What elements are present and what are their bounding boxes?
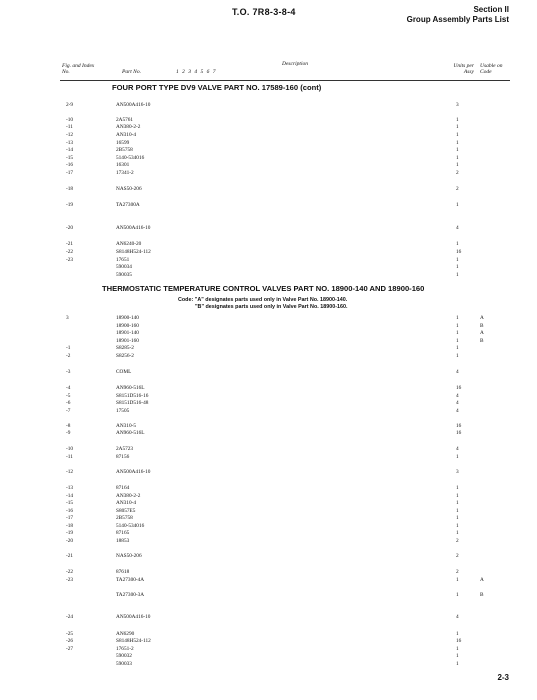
table-row bbox=[0, 607, 537, 614]
part-number: 18900-160 bbox=[116, 322, 139, 329]
units-per-assy: 2 bbox=[456, 186, 459, 193]
units-per-assy: 1 bbox=[456, 132, 459, 138]
table-row bbox=[0, 194, 537, 201]
fig-index: -11 bbox=[66, 124, 73, 131]
fig-index: -14 bbox=[66, 147, 74, 154]
part-number: 17505 bbox=[116, 407, 130, 414]
fig-index: -13 bbox=[66, 139, 74, 146]
units-per-assy: 1 bbox=[456, 591, 459, 598]
units-per-assy: 1 bbox=[456, 322, 459, 329]
table-row bbox=[0, 102, 537, 109]
part-number: S8148H524-112 bbox=[116, 249, 151, 255]
units-per-assy: 1 bbox=[456, 315, 459, 321]
column-header bbox=[60, 58, 510, 81]
part-number: S8057E5 bbox=[116, 507, 136, 514]
fig-index: -1 bbox=[66, 345, 71, 352]
units-per-assy: 1 bbox=[456, 530, 459, 537]
table-row bbox=[0, 653, 537, 660]
part-number: COML bbox=[116, 368, 132, 375]
units-per-assy: 1 bbox=[456, 271, 459, 278]
fig-index: -21 bbox=[66, 553, 74, 560]
table-row bbox=[0, 646, 537, 653]
fig-index: -23 bbox=[66, 576, 74, 583]
part-number: 590032 bbox=[116, 653, 132, 660]
table-row bbox=[0, 147, 537, 154]
units-per-assy: 1 bbox=[456, 653, 459, 660]
units-per-assy: 3 bbox=[456, 101, 459, 108]
table-row bbox=[0, 508, 537, 515]
part-number: S8151D516-48 bbox=[116, 400, 149, 407]
table-row bbox=[0, 599, 537, 606]
fig-index: -4 bbox=[66, 384, 71, 391]
table-row bbox=[0, 569, 537, 576]
section-label: Section II bbox=[473, 5, 509, 14]
units-per-assy: 1 bbox=[456, 492, 459, 499]
units-per-assy: 4 bbox=[456, 400, 459, 407]
fig-index: -10 bbox=[66, 446, 74, 453]
table-row bbox=[0, 132, 537, 139]
fig-index: -15 bbox=[66, 154, 74, 161]
col-units: Units per Assy bbox=[453, 63, 474, 75]
fig-index: -23 bbox=[66, 256, 74, 263]
fig-index: -21 bbox=[66, 241, 74, 248]
table-row bbox=[0, 376, 537, 383]
table-row bbox=[0, 430, 537, 437]
fig-index: -18 bbox=[66, 186, 74, 193]
units-per-assy: 1 bbox=[456, 264, 459, 271]
table-row bbox=[0, 538, 537, 545]
part-number: AN500A416-10 bbox=[116, 225, 151, 232]
table-row bbox=[0, 124, 537, 131]
units-per-assy: 4 bbox=[456, 407, 459, 414]
part-number: 18901-140 bbox=[116, 330, 139, 337]
section2-title: THERMOSTATIC TEMPERATURE CONTROL VALVES PART NO. 18900-140 AND 18900-160 bbox=[102, 284, 425, 293]
part-number: AN960-516L bbox=[116, 430, 145, 437]
units-per-assy: 1 bbox=[456, 453, 459, 460]
part-number: 590034 bbox=[116, 264, 132, 271]
part-number: AN6290 bbox=[116, 630, 135, 637]
units-per-assy: 1 bbox=[456, 630, 459, 637]
units-per-assy: 1 bbox=[456, 337, 459, 344]
units-per-assy: 1 bbox=[456, 202, 459, 209]
table-row bbox=[0, 178, 537, 185]
table-row bbox=[0, 553, 537, 560]
table-row bbox=[0, 225, 537, 232]
table-row bbox=[0, 438, 537, 445]
table-row bbox=[0, 140, 537, 147]
part-number: AN500A416-10 bbox=[116, 101, 151, 108]
table-row bbox=[0, 338, 537, 345]
usable-code: B bbox=[480, 591, 484, 598]
fig-index: -20 bbox=[66, 537, 74, 544]
table-row bbox=[0, 423, 537, 430]
part-number: 87618 bbox=[116, 569, 130, 576]
part-number: AN380-2-2 bbox=[116, 492, 141, 499]
table-row bbox=[0, 500, 537, 507]
fig-index: -17 bbox=[66, 515, 74, 522]
table-row bbox=[0, 218, 537, 225]
table-row bbox=[0, 446, 537, 453]
table-row bbox=[0, 400, 537, 407]
part-number: 590033 bbox=[116, 660, 132, 667]
table-row bbox=[0, 461, 537, 468]
usable-code: B bbox=[480, 337, 484, 344]
col-part: Part No. bbox=[122, 69, 141, 75]
units-per-assy: 16 bbox=[456, 638, 462, 645]
units-per-assy: 2 bbox=[456, 537, 459, 544]
units-per-assy: 1 bbox=[456, 645, 459, 652]
units-per-assy: 4 bbox=[456, 614, 459, 621]
table-row bbox=[0, 272, 537, 279]
fig-index: -3 bbox=[66, 368, 71, 375]
units-per-assy: 1 bbox=[456, 256, 459, 263]
to-number: T.O. 7R8-3-8-4 bbox=[232, 7, 296, 17]
table-row bbox=[0, 315, 537, 322]
code-note-a: Code: "A" designates parts used only in Valve Part No. 18900-140. bbox=[178, 297, 348, 303]
table-row bbox=[0, 561, 537, 568]
part-number: S8285-2 bbox=[116, 345, 134, 352]
fig-index: -25 bbox=[66, 630, 74, 637]
part-number: 17341-2 bbox=[116, 170, 134, 176]
table-row bbox=[0, 469, 537, 476]
usable-code: A bbox=[480, 576, 484, 583]
fig-index: -19 bbox=[66, 202, 74, 209]
table-row bbox=[0, 186, 537, 193]
fig-index: -13 bbox=[66, 485, 74, 492]
fig-index: -12 bbox=[66, 132, 74, 138]
fig-index: -11 bbox=[66, 453, 73, 460]
fig-index: -18 bbox=[66, 522, 74, 529]
fig-index: -26 bbox=[66, 638, 74, 645]
table-row bbox=[0, 330, 537, 337]
table-row bbox=[0, 477, 537, 484]
part-number: S8151D516-16 bbox=[116, 392, 149, 399]
units-per-assy: 1 bbox=[456, 660, 459, 667]
usable-code: B bbox=[480, 322, 484, 329]
table-row bbox=[0, 109, 537, 116]
table-row bbox=[0, 622, 537, 629]
units-per-assy: 1 bbox=[456, 352, 459, 359]
fig-index: -19 bbox=[66, 530, 74, 537]
table-row bbox=[0, 155, 537, 162]
table-row bbox=[0, 614, 537, 621]
fig-index: -7 bbox=[66, 407, 71, 414]
units-per-assy: 1 bbox=[456, 139, 459, 146]
fig-index: -2 bbox=[66, 352, 71, 359]
part-number: 18853 bbox=[116, 537, 130, 544]
units-per-assy: 1 bbox=[456, 162, 459, 169]
units-per-assy: 1 bbox=[456, 154, 459, 161]
fig-index: -16 bbox=[66, 507, 74, 514]
table-row bbox=[0, 249, 537, 256]
table-row bbox=[0, 523, 537, 530]
units-per-assy: 1 bbox=[456, 147, 459, 154]
table-row bbox=[0, 415, 537, 422]
table-row bbox=[0, 94, 537, 101]
table-row bbox=[0, 117, 537, 124]
table-row bbox=[0, 638, 537, 645]
fig-index: -22 bbox=[66, 249, 74, 255]
table-row bbox=[0, 241, 537, 248]
fig-index: -27 bbox=[66, 645, 74, 652]
part-number: AN310-5 bbox=[116, 422, 137, 429]
table-row bbox=[0, 385, 537, 392]
part-number: 17651-2 bbox=[116, 645, 134, 652]
part-number: NAS50-206 bbox=[116, 186, 142, 193]
table-row bbox=[0, 264, 537, 271]
table-row bbox=[0, 233, 537, 240]
table-row bbox=[0, 170, 537, 177]
section-subtitle: Group Assembly Parts List bbox=[406, 15, 509, 24]
fig-index: -22 bbox=[66, 569, 74, 576]
part-number: 5140-534016 bbox=[116, 522, 145, 529]
usable-code: A bbox=[480, 315, 484, 321]
units-per-assy: 1 bbox=[456, 515, 459, 522]
table-row bbox=[0, 493, 537, 500]
table-row bbox=[0, 530, 537, 537]
table-row bbox=[0, 592, 537, 599]
units-per-assy: 1 bbox=[456, 124, 459, 131]
table-row bbox=[0, 393, 537, 400]
table-row bbox=[0, 584, 537, 591]
fig-index: -12 bbox=[66, 469, 74, 475]
part-number: 17651 bbox=[116, 256, 130, 263]
part-number: AN500A416-10 bbox=[116, 614, 151, 621]
part-number: 16301 bbox=[116, 162, 130, 169]
part-number: 18901-160 bbox=[116, 337, 139, 344]
part-number: TA27300-3A bbox=[116, 591, 145, 598]
part-number: NAS50-206 bbox=[116, 553, 142, 560]
part-number: TA27300-4A bbox=[116, 576, 145, 583]
units-per-assy: 1 bbox=[456, 116, 459, 123]
fig-index: -5 bbox=[66, 392, 71, 399]
table-row bbox=[0, 202, 537, 209]
units-per-assy: 1 bbox=[456, 241, 459, 248]
fig-index: -24 bbox=[66, 614, 74, 621]
part-number: 2B5758 bbox=[116, 147, 133, 154]
part-number: 87156 bbox=[116, 453, 130, 460]
part-number: 2B5758 bbox=[116, 515, 133, 522]
table-row bbox=[0, 485, 537, 492]
usable-code: A bbox=[480, 330, 484, 337]
units-per-assy: 16 bbox=[456, 422, 462, 429]
units-per-assy: 2 bbox=[456, 569, 459, 576]
units-per-assy: 1 bbox=[456, 507, 459, 514]
fig-index: -17 bbox=[66, 170, 74, 176]
fig-index: -8 bbox=[66, 422, 71, 429]
fig-index: -16 bbox=[66, 162, 74, 169]
table-row bbox=[0, 546, 537, 553]
part-number: AN310-4 bbox=[116, 132, 137, 138]
part-number: 2A5723 bbox=[116, 446, 134, 453]
table-row bbox=[0, 345, 537, 352]
fig-index: -9 bbox=[66, 430, 71, 437]
table-row bbox=[0, 360, 537, 367]
part-number: S8256-2 bbox=[116, 352, 134, 359]
part-number: AN6240-20 bbox=[116, 241, 142, 248]
fig-index: -10 bbox=[66, 116, 74, 123]
table-row bbox=[0, 369, 537, 376]
units-per-assy: 1 bbox=[456, 576, 459, 583]
section-header bbox=[407, 5, 509, 25]
table-row bbox=[0, 210, 537, 217]
part-number: S8148H524-112 bbox=[116, 638, 151, 645]
units-per-assy: 16 bbox=[456, 430, 462, 437]
part-number: 590035 bbox=[116, 271, 132, 278]
units-per-assy: 2 bbox=[456, 553, 459, 560]
fig-index: 2-9 bbox=[66, 101, 74, 108]
part-number: AN500A416-10 bbox=[116, 469, 151, 475]
table-row bbox=[0, 515, 537, 522]
table-row bbox=[0, 162, 537, 169]
code-note-b: "B" designates parts used only in Valve Part No. 18900-160. bbox=[195, 304, 348, 310]
fig-index: -20 bbox=[66, 225, 74, 232]
table-row bbox=[0, 454, 537, 461]
part-number: 5140-534016 bbox=[116, 154, 145, 161]
fig-index: 3 bbox=[66, 315, 69, 321]
col-usable: Usable on Code bbox=[480, 63, 503, 75]
part-number: AN380-2-2 bbox=[116, 124, 141, 131]
part-number: TA27300A bbox=[116, 202, 140, 209]
part-number: AN960-516L bbox=[116, 384, 145, 391]
table-row bbox=[0, 257, 537, 264]
units-per-assy: 3 bbox=[456, 469, 459, 475]
units-per-assy: 4 bbox=[456, 225, 459, 232]
units-per-assy: 1 bbox=[456, 500, 459, 507]
fig-index: -14 bbox=[66, 492, 74, 499]
table-row bbox=[0, 577, 537, 584]
part-number: 18900-140 bbox=[116, 315, 139, 321]
units-per-assy: 1 bbox=[456, 330, 459, 337]
units-per-assy: 4 bbox=[456, 368, 459, 375]
units-per-assy: 1 bbox=[456, 345, 459, 352]
fig-index: -6 bbox=[66, 400, 71, 407]
units-per-assy: 16 bbox=[456, 249, 462, 255]
table-row bbox=[0, 631, 537, 638]
units-per-assy: 1 bbox=[456, 485, 459, 492]
part-number: AN310-4 bbox=[116, 500, 137, 507]
part-number: 2A5761 bbox=[116, 116, 134, 123]
units-per-assy: 4 bbox=[456, 392, 459, 399]
units-per-assy: 1 bbox=[456, 522, 459, 529]
table-row bbox=[0, 408, 537, 415]
col-levels: 1 2 3 4 5 6 7 bbox=[176, 69, 217, 75]
part-number: 87165 bbox=[116, 530, 130, 537]
units-per-assy: 2 bbox=[456, 170, 459, 176]
section1-title: FOUR PORT TYPE DV9 VALVE PART NO. 17589-160 (cont) bbox=[112, 83, 322, 92]
table-row bbox=[0, 353, 537, 360]
units-per-assy: 16 bbox=[456, 384, 462, 391]
page-number: 2-3 bbox=[497, 673, 509, 682]
fig-index: -15 bbox=[66, 500, 74, 507]
col-fig: Fig. and Index No. bbox=[62, 63, 95, 75]
col-description: Description bbox=[282, 61, 308, 67]
table-row bbox=[0, 661, 537, 668]
table-row bbox=[0, 323, 537, 330]
part-number: 16599 bbox=[116, 139, 130, 146]
part-number: 87164 bbox=[116, 485, 130, 492]
units-per-assy: 4 bbox=[456, 446, 459, 453]
